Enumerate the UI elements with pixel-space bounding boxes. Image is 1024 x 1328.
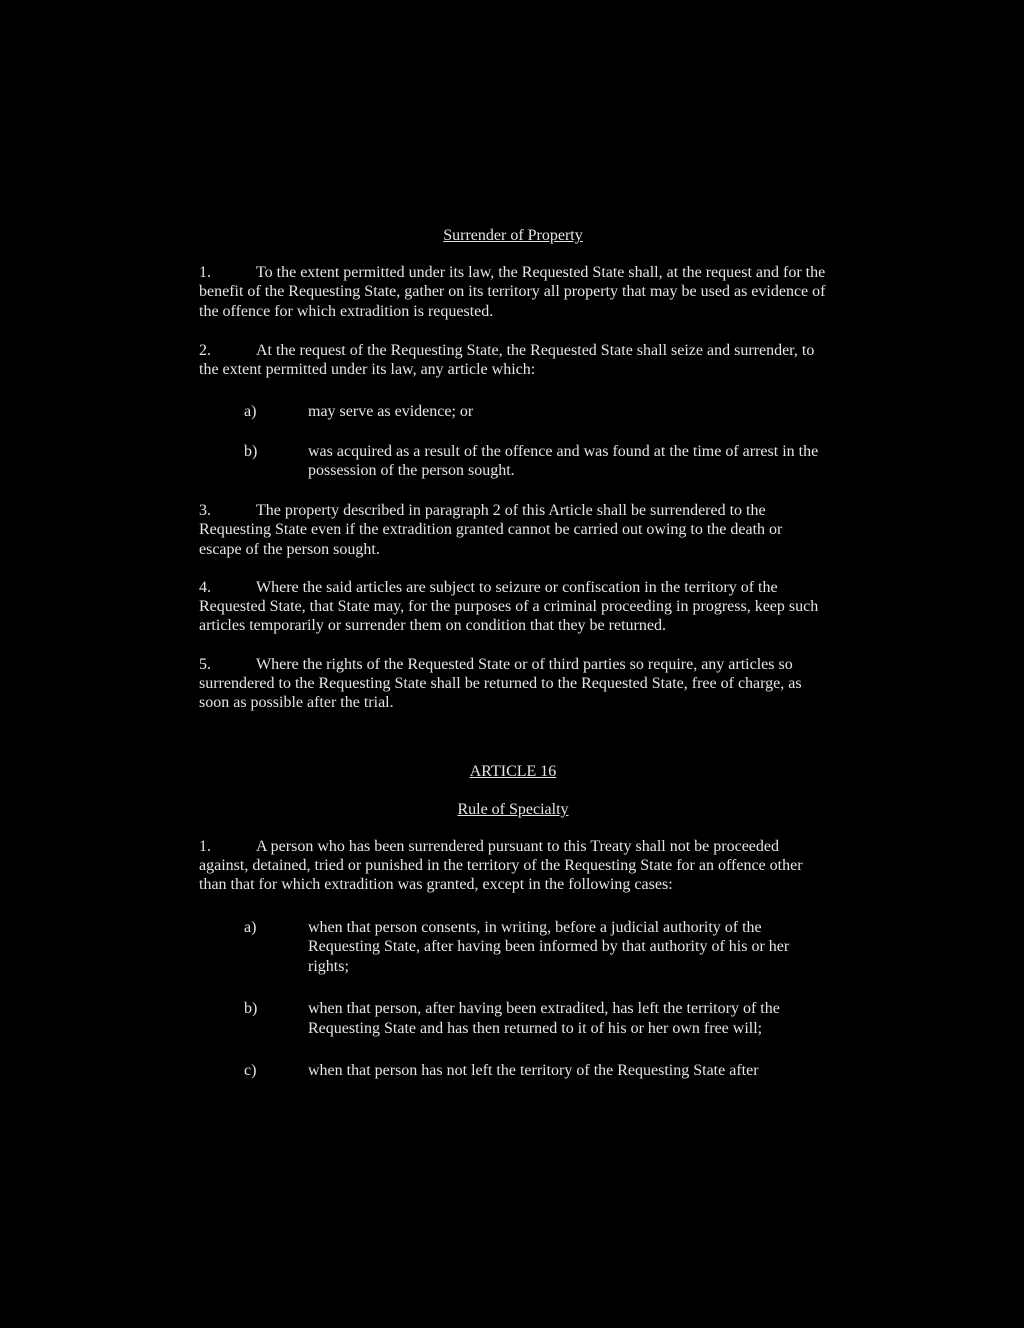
article-16-paragraph-1: [199, 837, 827, 895]
section-heading-rule-of-specialty: Rule of Specialty: [457, 800, 569, 818]
paragraph-number: 3.: [199, 501, 211, 519]
list-item-text: when that person consents, in writing, before a judicial authority of the Requesting State, after having been informed by that authority of his or her rights;: [308, 918, 790, 975]
article-16-title: ARTICLE 16: [469, 762, 557, 780]
list-item: [199, 1061, 827, 1081]
document-page: [199, 226, 827, 1081]
paragraph-number: 1.: [199, 837, 211, 855]
section-heading-surrender-of-property: Surrender of Property: [443, 227, 583, 244]
paragraph-1: [199, 263, 827, 321]
paragraph-2-list: [199, 402, 827, 481]
paragraph-2: [199, 341, 827, 380]
paragraph-text: A person who has been surrendered pursuant to this Treaty shall not be proceeded against, detained, tried or punished in the territory of the Requesting State for an offence other than that for which extradition was granted, except in the following cases:: [199, 837, 803, 894]
paragraph-number: 2.: [199, 341, 211, 359]
paragraph-5: [199, 655, 827, 713]
paragraph-3: [199, 501, 827, 559]
list-item: [199, 918, 827, 977]
paragraph-number: 4.: [199, 578, 211, 596]
list-item-letter: c): [244, 1062, 257, 1080]
paragraph-4: [199, 578, 827, 636]
list-item-text: may serve as evidence; or: [308, 403, 474, 421]
paragraph-text: The property described in paragraph 2 of this Article shall be surrendered to the Requesting State even if the extradition granted cannot be carried out owing to the death or escape of the person sought.: [199, 501, 783, 558]
list-item-text: when that person has not left the territory of the Requesting State after: [308, 1062, 759, 1080]
list-item: [199, 402, 827, 422]
paragraph-text: Where the rights of the Requested State or of third parties so require, any articles so surrendered to the Requesting State shall be returned to the Requested State, free of charge, as soon as possible after the trial.: [199, 655, 802, 712]
list-item-letter: b): [244, 442, 258, 460]
paragraph-number: 5.: [199, 655, 211, 673]
list-item-text: when that person, after having been extradited, has left the territory of the Requesting State and has then returned to it of his or her own free will;: [308, 1000, 780, 1037]
list-item-letter: a): [244, 403, 257, 421]
paragraph-text: At the request of the Requesting State, the Requested State shall seize and surrender, to the extent permitted under its law, any article which:: [199, 341, 815, 379]
list-item-letter: b): [244, 1000, 258, 1018]
paragraph-text: Where the said articles are subject to seizure or confiscation in the territory of the Requested State, that State may, for the purposes of a criminal proceeding in progress, keep such articles temporarily or surrender them on condition that they be returned.: [199, 578, 819, 635]
paragraph-text: To the extent permitted under its law, the Requested State shall, at the request and for the benefit of the Requesting State, gather on its territory all property that may be used as evidence of the offence for which extradition is requested.: [199, 264, 826, 320]
list-item: [199, 999, 827, 1038]
list-item-text: was acquired as a result of the offence and was found at the time of arrest in the possession of the person sought.: [308, 442, 819, 480]
article-16-list: [199, 918, 827, 1081]
list-item-letter: a): [244, 918, 257, 936]
list-item: [199, 442, 827, 481]
paragraph-number: 1.: [199, 264, 211, 281]
